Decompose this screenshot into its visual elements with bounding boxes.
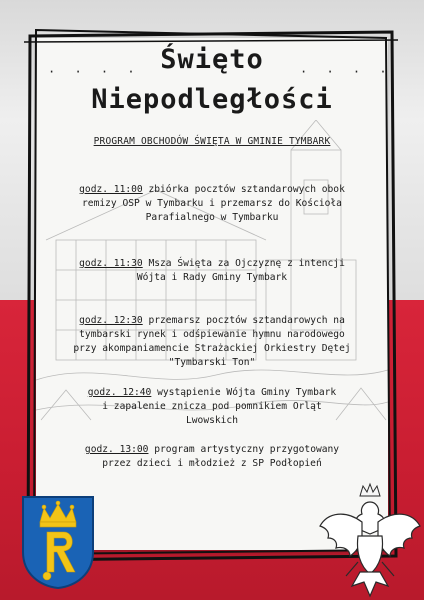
event-text: przez dzieci i młodzież z SP Podłopień xyxy=(102,458,322,469)
event-time: godz. 12:30 xyxy=(79,315,143,326)
event-time: godz. 12:40 xyxy=(87,387,152,398)
event-text: tymbarski rynek i odśpiewanie hymnu narodowego xyxy=(79,329,345,340)
event-1 xyxy=(40,183,384,225)
event-text: Msza Święta za Ojczyznę z intencji xyxy=(142,258,345,269)
event-text: wystąpienie Wójta Gminy Tymbark xyxy=(151,387,337,398)
tymbark-coat-of-arms-icon xyxy=(20,494,96,590)
event-text: przemarsz pocztów sztandarowych na xyxy=(142,315,345,326)
event-time: godz. 11:30 xyxy=(79,258,143,269)
event-3 xyxy=(40,314,384,370)
decorative-dots-left: · · · · xyxy=(48,65,141,79)
event-text: zbiórka pocztów sztandarowych obok xyxy=(142,184,345,195)
program-subtitle: PROGRAM OBCHODÓW ŚWIĘTA W GMINIE TYMBARK xyxy=(93,136,331,147)
title-line-2: Niepodległości xyxy=(91,84,333,115)
event-text: Lwowskich xyxy=(186,415,238,426)
event-5 xyxy=(40,443,384,471)
title-line-1: Święto xyxy=(160,44,264,75)
event-time: godz. 13:00 xyxy=(84,444,149,455)
event-text: remizy OSP w Tymbarku i przemarsz do Kościoła xyxy=(82,198,342,209)
event-time: godz. 11:00 xyxy=(79,184,143,195)
event-text: i zapalenie znicza pod pomnikiem Orląt xyxy=(102,401,322,412)
event-4 xyxy=(40,386,384,428)
event-text: Parafialnego w Tymbarku xyxy=(145,212,279,223)
event-text: "Tymbarski Ton" xyxy=(168,357,256,368)
event-2 xyxy=(40,257,384,285)
event-text: program artystyczny przygotowany xyxy=(148,444,340,455)
white-eagle-emblem-icon xyxy=(316,482,424,600)
decorative-dots-right: · · · · xyxy=(300,65,393,79)
event-text: przy akompaniamencie Strażackiej Orkiestry Dętej xyxy=(73,343,351,354)
event-text: Wójta i Rady Gminy Tymbark xyxy=(136,272,288,283)
